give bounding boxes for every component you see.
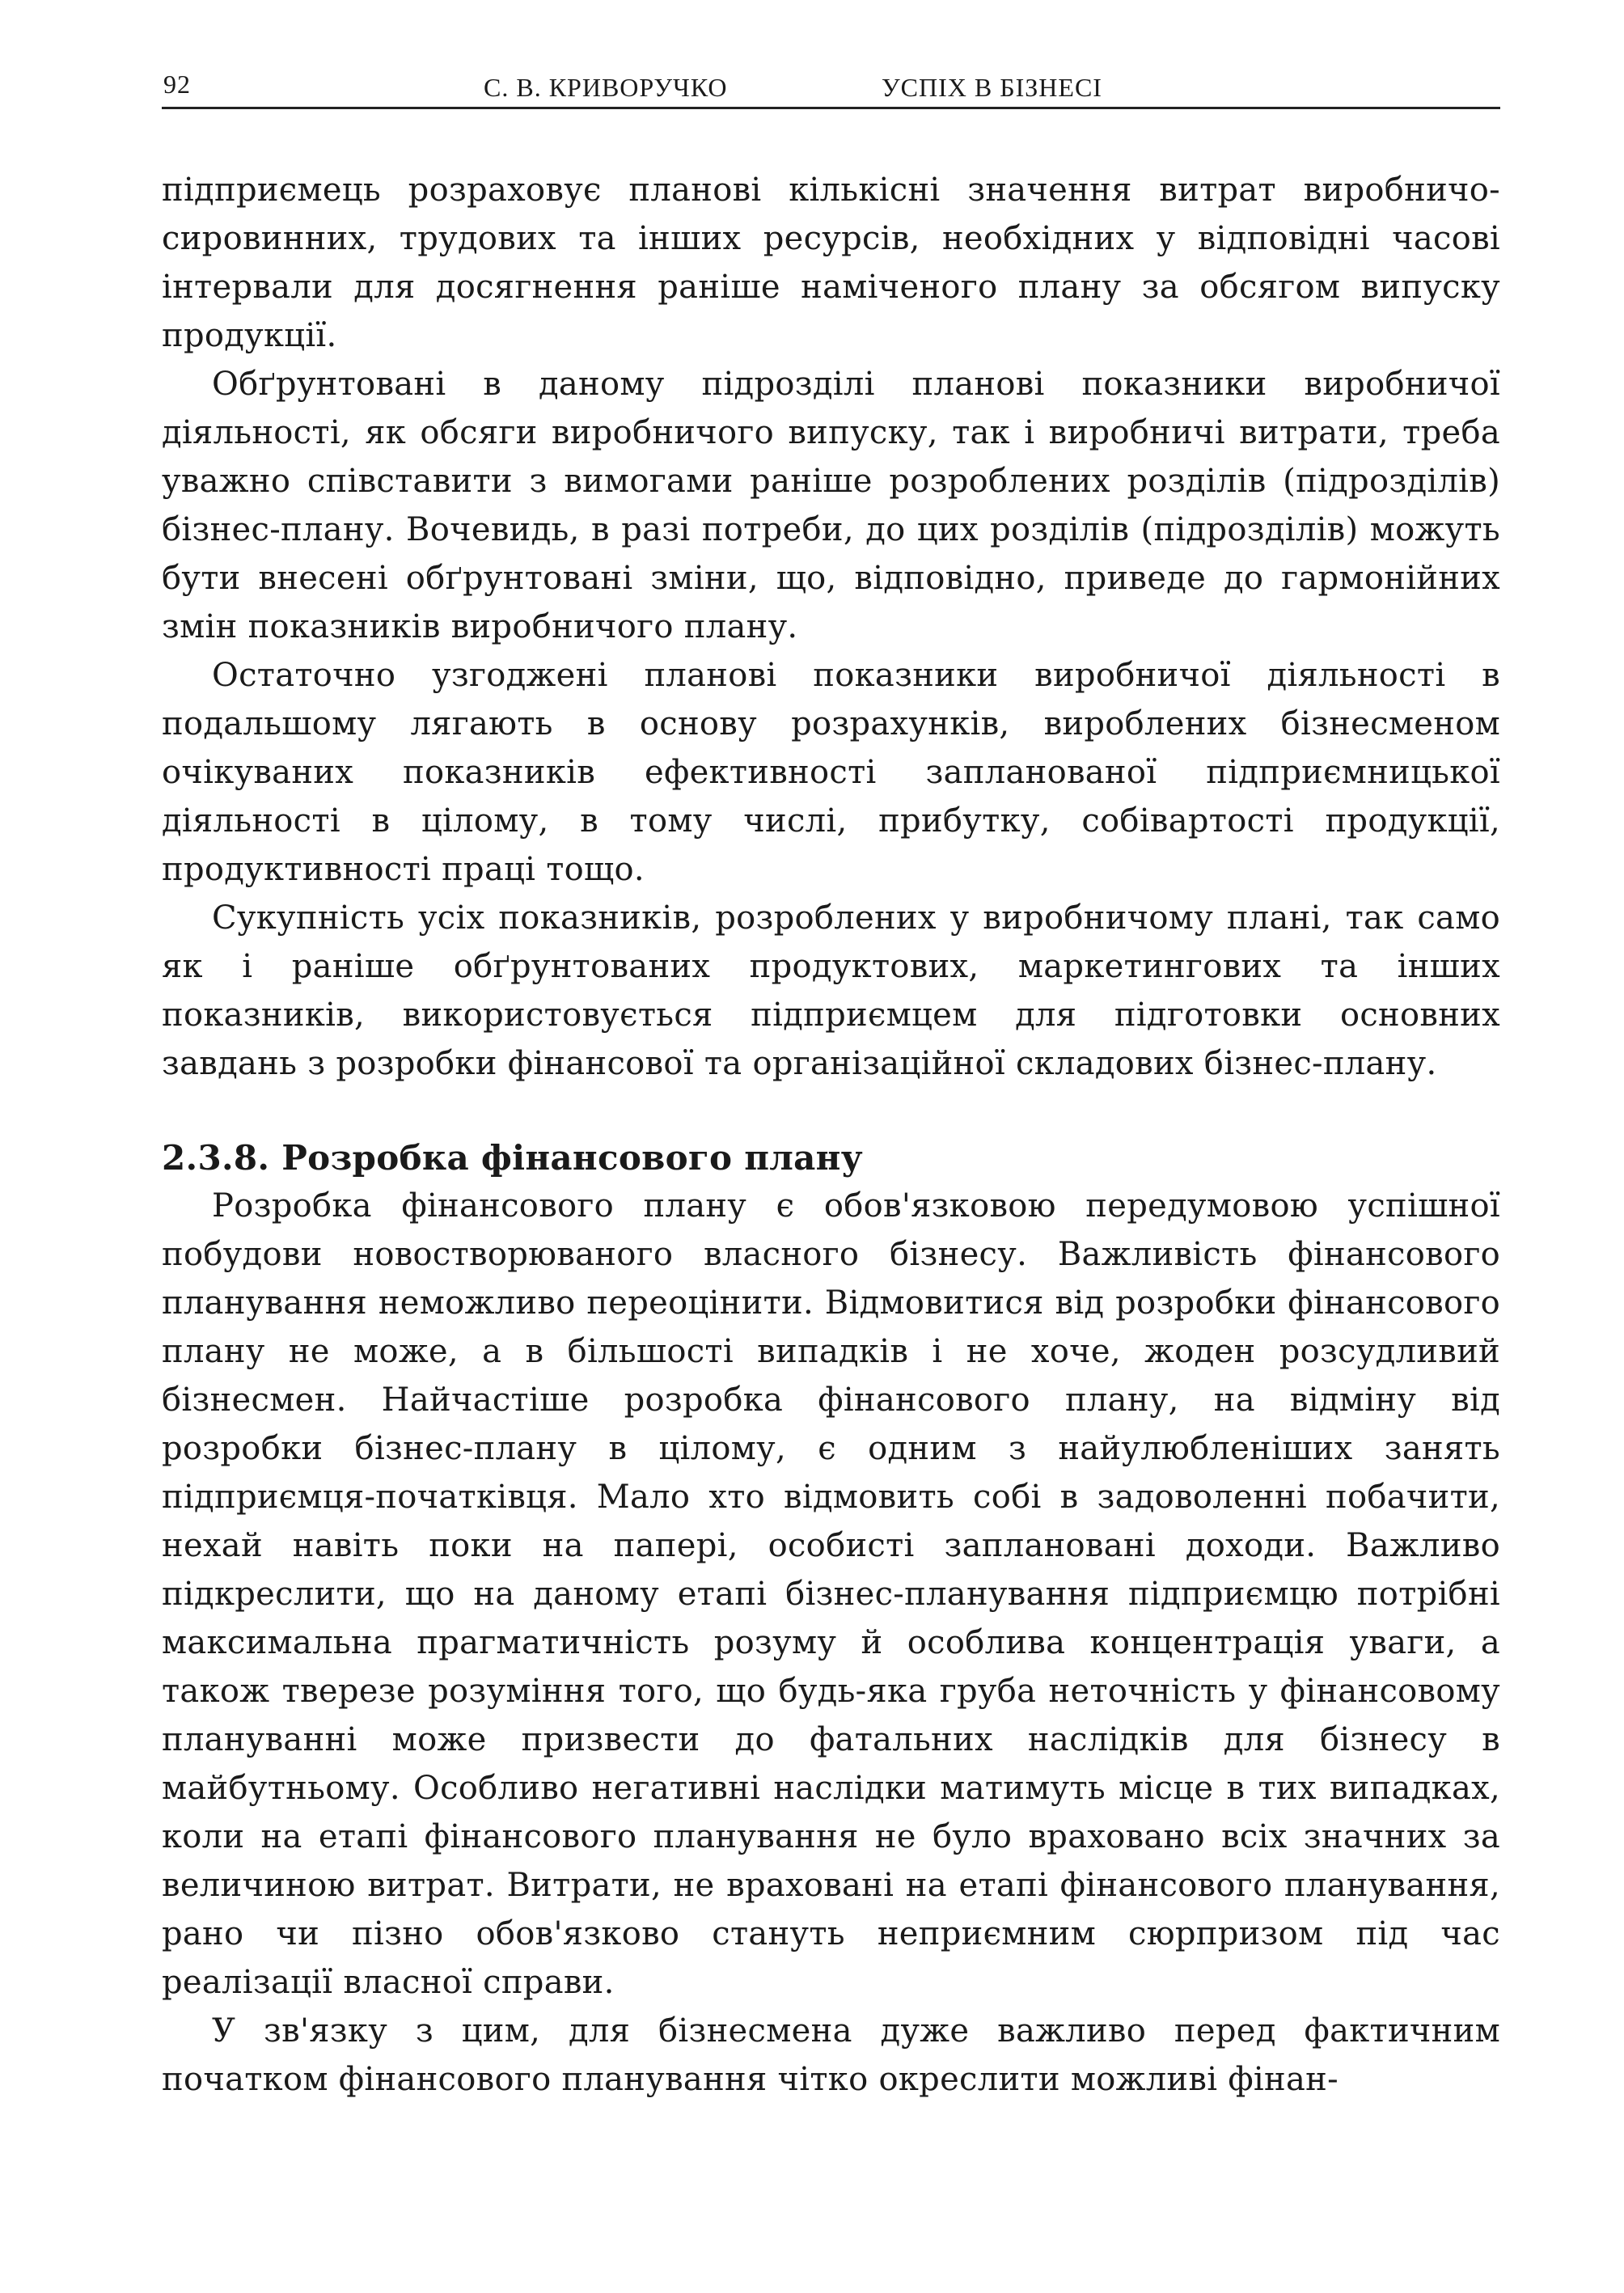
paragraph-continues: У зв'язку з цим, для бізнесмена дуже важливо перед фактичним початком фінансового планування чітко окреслити можливі фінан- <box>162 2012 1500 2098</box>
paragraph: Розробка фінансового плану є обов'язковою передумовою успішної побудови новостворюваного власного бізнесу. Важливість фінансового планування неможливо переоцінити. Відмовитися від розробки фінансового плану не може, а в більшості випадків і не хоче, жоден розсудливий бізнесмен. Найчастіше розробка фінансового плану, на відміну від розробки бізнес-плану в цілому, є одним з найулюбленіших занять підприємця-початківця. Мало хто відмовить собі в задоволенні побачити, нехай навіть поки на папері, особисті заплановані доходи. Важливо підкреслити, що на даному етапі бізнес-планування підприємцю потрібні максимальна прагматичність розуму й особлива концентрація уваги, а також тверезе розуміння того, що будь-яка груба неточність у фінансовому плануванні може призвести до фатальних наслідків для бізнесу в майбутньому. Особливо негативні наслідки матимуть місце в тих випадках, коли на етапі фінансового планування не було враховано всіх значних за величиною витрат. Витрати, не враховані на етапі фінансового планування, рано чи пізно обов'язково стануть неприємним сюрпризом під час реалізації власної справи. <box>162 1187 1500 2001</box>
author-name: С. В. КРИВОРУЧКО <box>484 73 728 102</box>
book-title: УСПІХ В БІЗНЕСІ <box>882 73 1102 102</box>
paragraph: Обґрунтовані в даному підрозділі планові показники виробничої діяльності, як обсяги виробничого випуску, так і виробничі витрати, треба уважно співставити з вимогами раніше розроблених розділів (підрозділів) бізнес-плану. Вочевидь, в разі потреби, до цих розділів (підрозділів) можуть бути внесені обґрунтовані зміни, що, відповідно, приведе до гармонійних змін показників виробничого плану. <box>162 366 1500 645</box>
paragraph: Остаточно узгоджені планові показники виробничої діяльності в подальшому лягають в основу розрахунків, вироблених бізнесменом очікуваних показників ефективності запланованої підприємницької діяльності в цілому, в тому числі, прибутку, собівартості продукції, продуктивності праці тощо. <box>162 657 1500 888</box>
book-page <box>162 0 1500 2293</box>
running-header <box>162 66 1500 109</box>
page-body <box>162 166 1500 2104</box>
paragraph: Сукупність усіх показників, розроблених у виробничому плані, так само як і раніше обґрунтованих продуктових, маркетингових та інших показників, використовується підприємцем для підготовки основних завдань з розробки фінансової та організаційної складових бізнес-плану. <box>162 899 1500 1082</box>
section-heading: 2.3.8. Розробка фінансового плану <box>162 1138 863 1178</box>
page-number: 92 <box>163 70 191 99</box>
paragraph-continued: підприємець розраховує планові кількісні значення витрат виробничо-сировинних, трудових та інших ресурсів, необхідних у відповідні часові інтервали для досягнення раніше наміченого плану за обсягом випуску продукції. <box>162 171 1500 354</box>
